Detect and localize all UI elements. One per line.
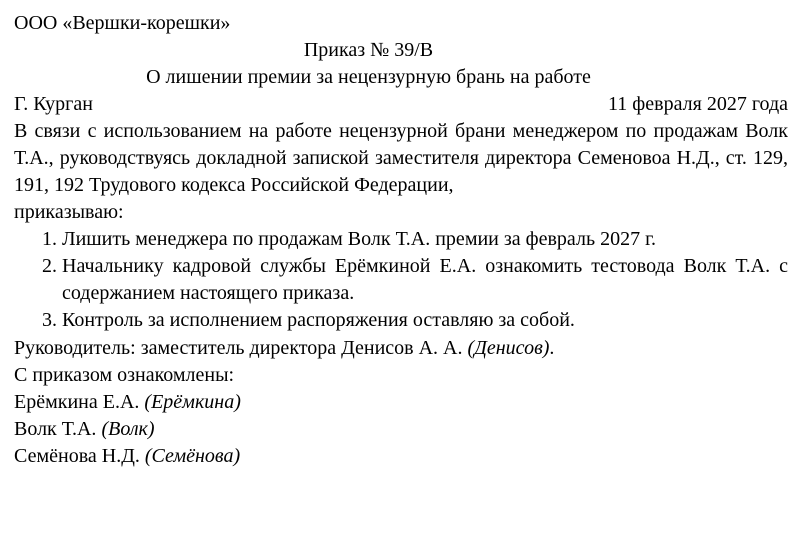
order-item: 2. Начальнику кадровой службы Ерёмкиной Е.А. ознакомить тестовода Волк Т.А. с содержанием настоящего приказа. — [62, 253, 788, 307]
order-date: 11 февраля 2027 года — [608, 93, 788, 115]
ack-handwritten-signature: (Волк) — [101, 418, 155, 440]
acknowledgement-line — [14, 389, 788, 416]
city: Г. Курган — [14, 93, 93, 115]
ack-handwritten-signature: (Ерёмкина) — [144, 391, 241, 413]
order-item: 3. Контроль за исполнением распоряжения оставляю за собой. — [62, 307, 788, 334]
ack-name: Волк Т.А. — [14, 418, 97, 440]
ack-name: Ерёмкина Е.А. — [14, 391, 140, 413]
director-title-and-name: Руководитель: заместитель директора Денисов А. А. — [14, 337, 463, 359]
order-word: приказываю: — [14, 201, 124, 223]
order-subject: О лишении премии за нецензурную брань на работе — [146, 66, 591, 88]
director-handwritten-signature: (Денисов) — [467, 337, 550, 359]
company-name: ООО «Вершки-корешки» — [14, 12, 231, 34]
order-items-list — [14, 226, 788, 334]
ack-name: Семёнова Н.Д. — [14, 445, 140, 467]
preamble-text: В связи с использованием на работе нецензурной брани менеджером по продажам Волк Т.А., руководствуясь докладной запиской заместителя директора Семеновоа Н.Д., ст. 129, 191, 192 Трудового кодекса Российской Федерации, — [14, 120, 788, 196]
date-line — [14, 91, 788, 118]
order-title: Приказ № 39/В — [303, 39, 434, 61]
acknowledgement-line — [14, 443, 788, 470]
director-signature-line — [14, 335, 788, 362]
order-item: 1. Лишить менеджера по продажам Волк Т.А. премии за февраль 2027 г. — [62, 226, 788, 253]
sentence-period: . — [549, 337, 555, 359]
acknowledgement-line — [14, 416, 788, 443]
acknowledged-label: С приказом ознакомлены: — [14, 364, 235, 386]
ack-handwritten-signature: (Семёнова) — [144, 445, 241, 467]
